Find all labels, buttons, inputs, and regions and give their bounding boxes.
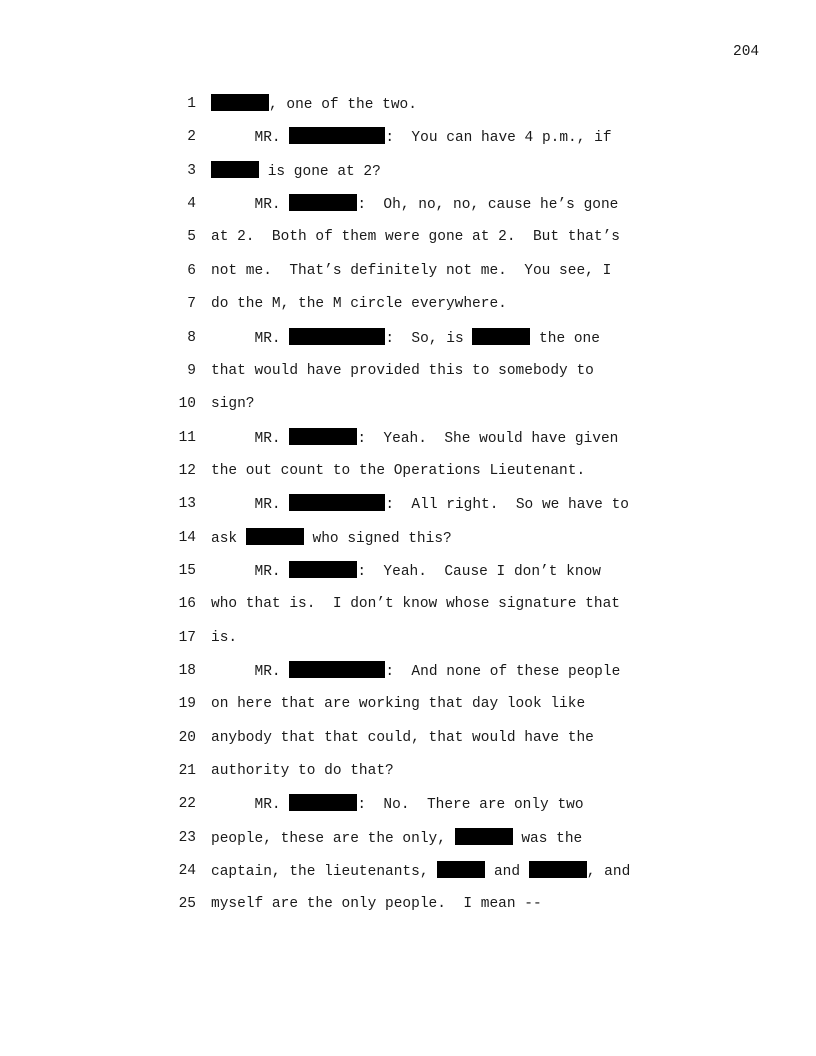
page-number: 204: [733, 44, 760, 60]
line-text: [211, 428, 618, 449]
line-number: 9: [187, 362, 196, 379]
line-number: 18: [178, 663, 196, 679]
line-text: [211, 227, 620, 247]
line-text: [211, 894, 542, 914]
transcript-line: [0, 561, 816, 581]
line-number: 11: [178, 429, 196, 446]
line-number: 15: [178, 562, 196, 579]
text-segment: anybody that that could, that would have the: [211, 729, 594, 746]
line-text: [211, 561, 601, 582]
transcript-line: [0, 894, 816, 914]
line-number: 12: [178, 462, 196, 479]
text-segment: : All right. So we have to: [385, 497, 629, 514]
redaction-box: [289, 561, 357, 578]
redaction-box: [289, 127, 385, 144]
line-number: 14: [178, 529, 196, 546]
transcript-line: [0, 828, 816, 848]
line-text: [211, 461, 585, 481]
redaction-box: [211, 161, 259, 178]
line-text: [211, 794, 584, 815]
text-segment: : And none of these people: [385, 664, 621, 680]
line-number: 5: [187, 229, 196, 246]
text-segment: ask: [211, 530, 246, 547]
line-number: 7: [187, 296, 196, 313]
text-segment: at 2. Both of them were gone at 2. But that’s: [211, 229, 620, 246]
line-number: 17: [178, 629, 196, 646]
text-segment: is.: [211, 629, 238, 646]
line-number: 6: [187, 262, 196, 279]
text-segment: not me. That’s definitely not me. You see, I: [211, 262, 612, 279]
text-segment: MR.: [211, 197, 290, 214]
line-text: [211, 694, 585, 714]
text-segment: who signed this?: [303, 530, 452, 547]
text-segment: : Oh, no, no, cause he’s gone: [357, 197, 619, 214]
text-segment: people, these are the only,: [211, 830, 455, 847]
line-text: [211, 828, 582, 849]
redaction-box: [289, 661, 385, 678]
transcript-line: [0, 594, 816, 614]
line-text: [211, 261, 611, 281]
redaction-box: [246, 528, 304, 545]
redaction-box: [289, 494, 385, 511]
text-segment: myself are the only people. I mean --: [211, 896, 542, 913]
text-segment: MR.: [211, 330, 290, 347]
text-segment: sign?: [211, 396, 255, 413]
line-number: 20: [178, 729, 196, 746]
line-text: [211, 161, 381, 182]
redaction-box: [289, 328, 385, 345]
line-number: 16: [178, 596, 196, 613]
line-text: [211, 294, 507, 314]
transcript-line: [0, 528, 816, 548]
text-segment: : So, is: [385, 330, 473, 347]
text-segment: MR.: [211, 130, 290, 147]
line-number: 3: [187, 162, 196, 179]
transcript-line: [0, 161, 816, 181]
transcript-line: [0, 361, 816, 381]
transcript-line: [0, 761, 816, 781]
redaction-box: [529, 861, 587, 878]
text-segment: : No. There are only two: [357, 797, 584, 814]
line-number: 24: [178, 863, 196, 880]
transcript-line: [0, 728, 816, 748]
line-number: 1: [187, 96, 196, 112]
line-text: [211, 328, 600, 349]
transcript-line: [0, 794, 816, 814]
line-number: 4: [187, 196, 196, 213]
redaction-box: [455, 828, 513, 845]
redaction-box: [289, 194, 357, 211]
redaction-box: [472, 328, 530, 345]
redaction-box: [289, 428, 357, 445]
line-number: 8: [187, 329, 196, 346]
line-text: [211, 761, 394, 781]
line-number: 22: [178, 796, 196, 813]
text-segment: the one: [530, 330, 600, 347]
transcript-line: [0, 628, 816, 648]
line-text: [211, 194, 618, 215]
text-segment: , one of the two.: [269, 97, 417, 113]
line-number: 13: [178, 496, 196, 513]
transcript-line: [0, 261, 816, 281]
transcript-line: [0, 227, 816, 247]
line-text: [211, 728, 594, 748]
text-segment: MR.: [211, 797, 290, 814]
line-text: [211, 94, 417, 115]
text-segment: is gone at 2?: [259, 163, 381, 180]
text-segment: and: [485, 864, 529, 881]
line-text: [211, 661, 620, 682]
line-number: 23: [178, 829, 196, 846]
transcript-line: [0, 328, 816, 348]
redaction-box: [289, 794, 357, 811]
line-text: [211, 494, 629, 515]
transcript-line: [0, 661, 816, 681]
line-text: [211, 594, 620, 614]
line-number: 2: [187, 129, 196, 146]
text-segment: : Yeah. Cause I don’t know: [357, 563, 601, 580]
text-segment: authority to do that?: [211, 763, 394, 779]
line-text: [211, 628, 237, 648]
transcript-line: [0, 194, 816, 214]
transcript-line: [0, 428, 816, 448]
text-segment: MR.: [211, 430, 290, 447]
text-segment: captain, the lieutenants,: [211, 864, 438, 881]
text-segment: was the: [512, 830, 583, 847]
transcript-line: [0, 94, 816, 114]
text-segment: : You can have 4 p.m., if: [385, 130, 612, 147]
line-number: 25: [178, 896, 196, 913]
text-segment: : Yeah. She would have given: [357, 430, 619, 447]
transcript-line: [0, 694, 816, 714]
text-segment: that would have provided this to somebody to: [211, 362, 594, 379]
redaction-box: [437, 861, 485, 878]
line-text: [211, 528, 452, 549]
line-number: 21: [178, 763, 196, 779]
line-text: [211, 361, 594, 381]
text-segment: who that is. I don’t know whose signature that: [211, 596, 620, 613]
redaction-box: [211, 94, 269, 111]
text-segment: MR.: [211, 497, 290, 514]
text-segment: on here that are working that day look like: [211, 696, 586, 713]
transcript-line: [0, 294, 816, 314]
text-segment: , and: [586, 864, 631, 881]
transcript-line: [0, 127, 816, 147]
text-segment: MR.: [211, 563, 290, 580]
transcript-line: [0, 861, 816, 881]
line-text: [211, 394, 255, 414]
line-text: [211, 127, 612, 148]
text-segment: MR.: [211, 664, 290, 680]
text-segment: the out count to the Operations Lieutenant.: [211, 462, 586, 479]
line-number: 10: [178, 396, 196, 413]
transcript-line: [0, 494, 816, 514]
line-text: [211, 861, 630, 882]
transcript-line: [0, 394, 816, 414]
line-number: 19: [178, 696, 196, 713]
transcript-line: [0, 461, 816, 481]
text-segment: do the M, the M circle everywhere.: [211, 296, 507, 313]
